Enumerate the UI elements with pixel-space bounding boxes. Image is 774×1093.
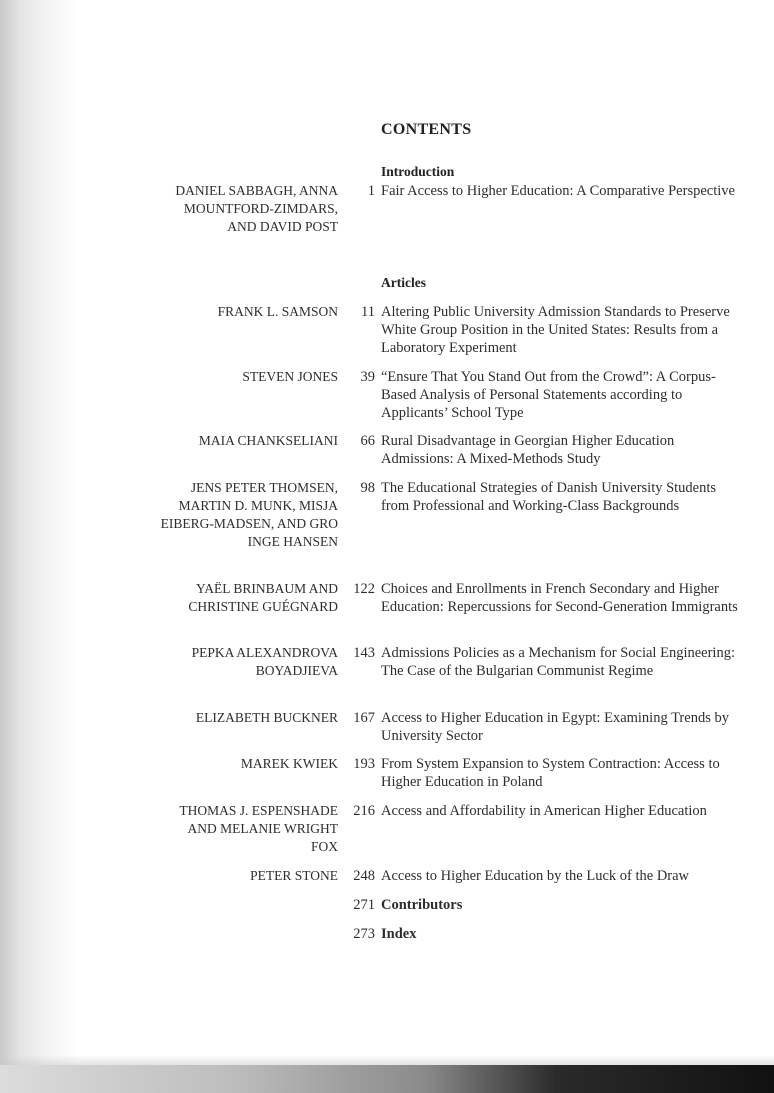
entry-title: Admissions Policies as a Mechanism for Social Engineering: The Case of the Bulgarian Communist Regime (381, 645, 735, 679)
entry-page-number: 122 (353, 581, 375, 597)
page-spine-shadow (0, 0, 80, 1093)
entry-author: ELIZABETH BUCKNER (195, 710, 338, 725)
entry-page-number: 216 (353, 803, 375, 819)
entry-page-number: 143 (353, 645, 375, 661)
entry-page-number: 39 (360, 369, 375, 385)
entry-title: Fair Access to Higher Education: A Comparative Perspective (381, 183, 735, 199)
entry-author: MAREK KWIEK (240, 756, 338, 771)
entry-title: “Ensure That You Stand Out from the Crowd”: A Corpus-Based Analysis of Personal Statements according to Applicants’ School Type (381, 369, 716, 421)
entry-title: Choices and Enrollments in French Secondary and Higher Education: Repercussions for Second-Generation Immigrants (381, 581, 738, 615)
page-bottom-fade (0, 1055, 774, 1065)
entry-page-number: 11 (361, 304, 375, 320)
entry-title: Contributors (381, 897, 463, 913)
page-bottom-edge (0, 1065, 774, 1093)
entry-author: MAIA CHANKSELIANI (198, 433, 338, 448)
entry-title: The Educational Strategies of Danish University Students from Professional and Working-Class Backgrounds (381, 480, 717, 514)
section-heading-introduction: Introduction (381, 164, 455, 179)
entry-author: DANIEL SABBAGH, ANNA MOUNTFORD-ZIMDARS, AND DAVID POST (175, 183, 338, 234)
entry-title: Access to Higher Education in Egypt: Examining Trends by University Sector (381, 710, 729, 744)
entry-page-number: 1 (367, 183, 375, 199)
entry-page-number: 273 (353, 926, 375, 942)
entry-author: YAËL BRINBAUM AND CHRISTINE GUÉGNARD (188, 581, 338, 614)
entry-page-number: 271 (353, 897, 375, 913)
entry-title: Altering Public University Admission Standards to Preserve White Group Position in the United States: Results from a Laboratory Experiment (381, 304, 730, 356)
entry-title: From System Expansion to System Contraction: Access to Higher Education in Poland (381, 756, 720, 790)
entry-title: Index (381, 926, 417, 942)
entry-author: JENS PETER THOMSEN, MARTIN D. MUNK, MISJA EIBERG-MADSEN, AND GRO INGE HANSEN (160, 480, 338, 549)
entry-author: THOMAS J. ESPENSHADE AND MELANIE WRIGHT FOX (179, 803, 338, 854)
entry-title: Access to Higher Education by the Luck of the Draw (381, 868, 690, 884)
entry-title: Rural Disadvantage in Georgian Higher Education Admissions: A Mixed-Methods Study (381, 433, 675, 467)
entry-author: PEPKA ALEXANDROVA BOYADJIEVA (191, 645, 338, 678)
section-heading-articles: Articles (381, 275, 426, 290)
entry-page-number: 193 (353, 756, 375, 772)
entry-page-number: 248 (353, 868, 375, 884)
entry-author: FRANK L. SAMSON (217, 304, 338, 319)
page-title: CONTENTS (381, 121, 472, 138)
entry-page-number: 167 (353, 710, 375, 726)
entry-title: Access and Affordability in American Higher Education (381, 803, 707, 819)
entry-author: STEVEN JONES (242, 369, 338, 384)
entry-page-number: 66 (360, 433, 375, 449)
entry-author: PETER STONE (250, 868, 338, 883)
entry-page-number: 98 (360, 480, 375, 496)
